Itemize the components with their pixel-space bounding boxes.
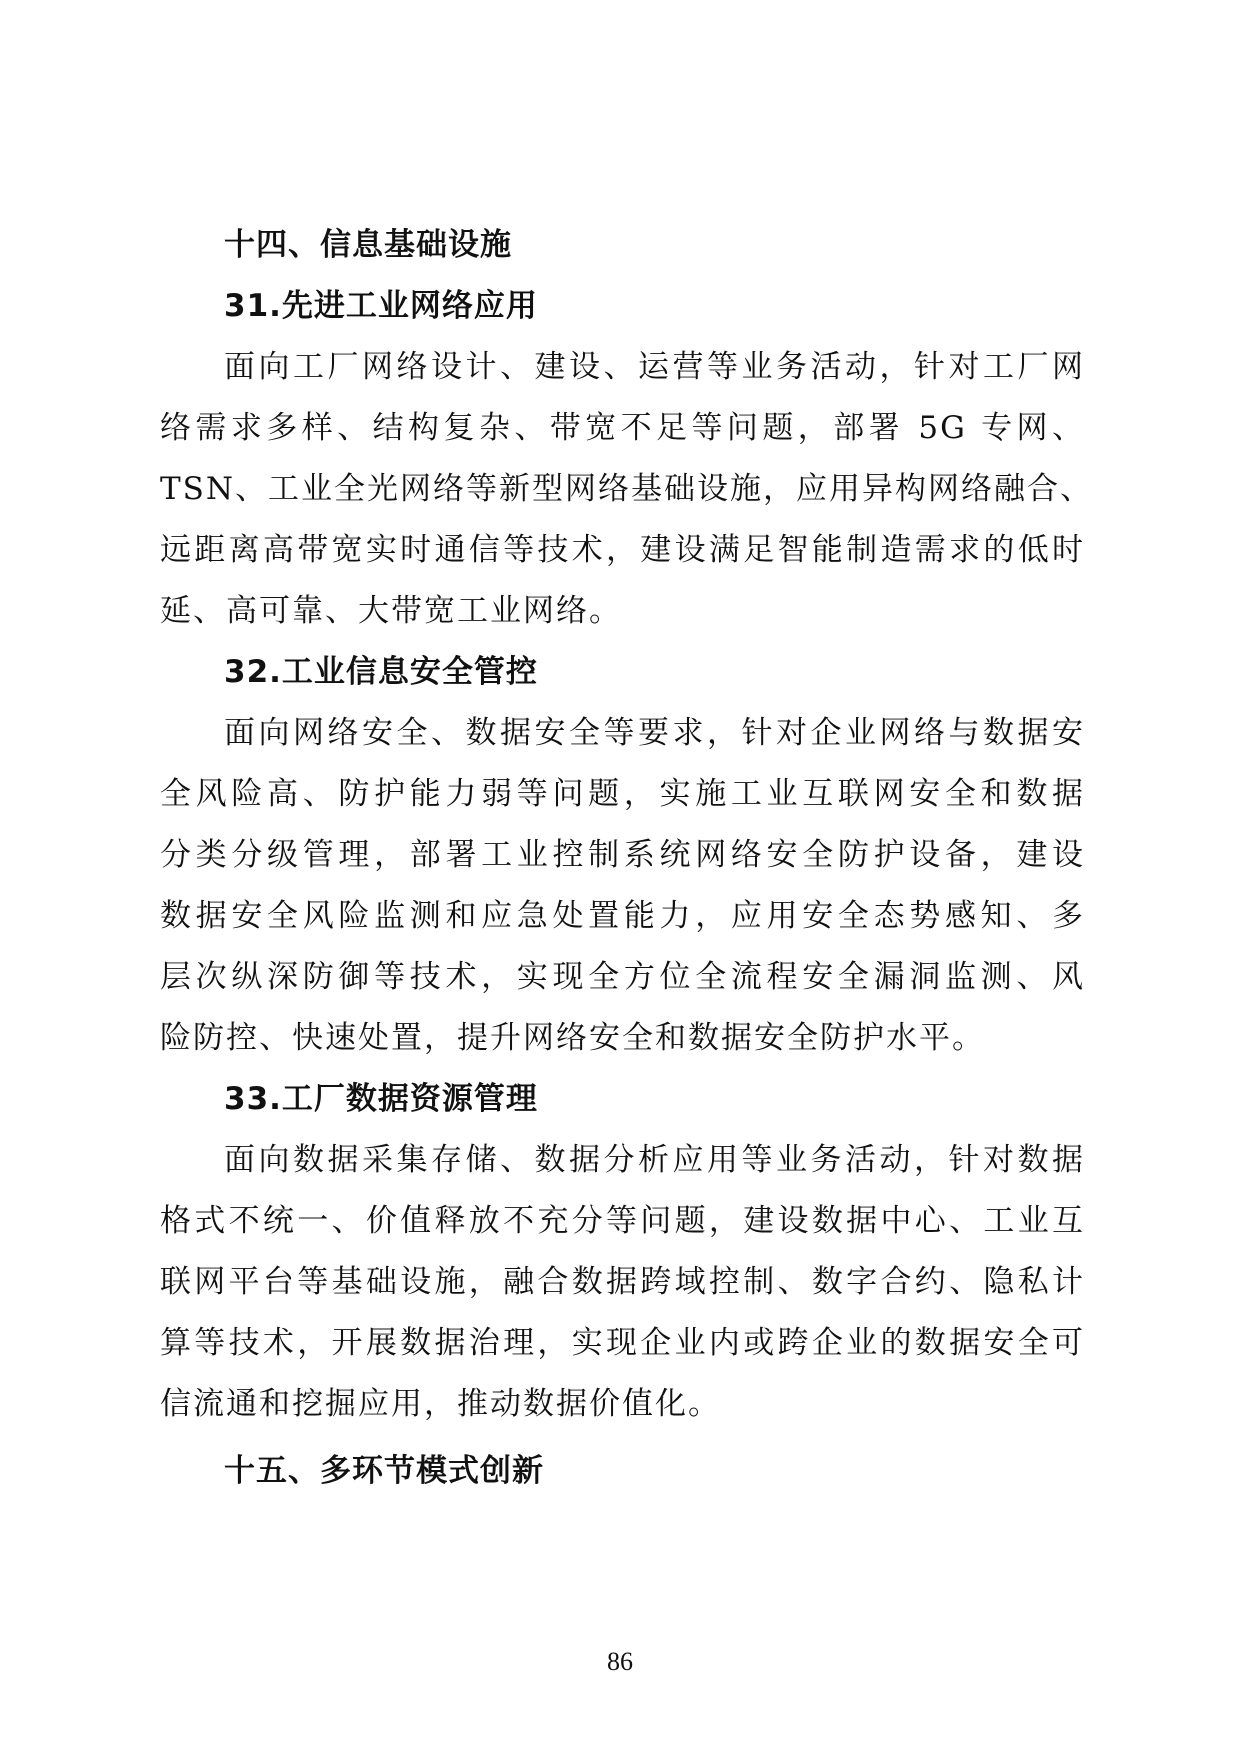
paragraph-line: 算等技术，开展数据治理，实现企业内或跨企业的数据安全可	[160, 1325, 1085, 1361]
document-page	[160, 215, 1094, 1502]
page-number: 86	[607, 1647, 633, 1676]
paragraph-32	[160, 703, 1085, 1069]
paragraph-line: 面向数据采集存储、数据分析应用等业务活动，针对数据	[224, 1142, 1085, 1178]
paragraph-line: 险防控、快速处置，提升网络安全和数据安全防护水平。	[160, 1020, 985, 1056]
paragraph-line: TSN、工业全光网络等新型网络基础设施，应用异构网络融合、	[160, 471, 1094, 507]
subsection-heading-33: 33.工厂数据资源管理	[224, 1081, 538, 1117]
paragraph-line: 络需求多样、结构复杂、带宽不足等问题，部署 5G 专网、	[160, 410, 1085, 446]
paragraph-line: 面向工厂网络设计、建设、运营等业务活动，针对工厂网	[224, 349, 1085, 385]
section-heading-14: 十四、信息基础设施	[224, 227, 512, 263]
paragraph-31	[160, 337, 1094, 642]
section-heading-15: 十五、多环节模式创新	[224, 1453, 544, 1489]
subsection-heading-32: 32.工业信息安全管控	[224, 654, 538, 690]
paragraph-line: 面向网络安全、数据安全等要求，针对企业网络与数据安	[224, 715, 1085, 751]
paragraph-line: 格式不统一、价值释放不充分等问题，建设数据中心、工业互	[160, 1203, 1085, 1239]
paragraph-33	[160, 1130, 1085, 1435]
paragraph-line: 层次纵深防御等技术，实现全方位全流程安全漏洞监测、风	[160, 959, 1085, 995]
paragraph-line: 远距离高带宽实时通信等技术，建设满足智能制造需求的低时	[160, 532, 1085, 568]
paragraph-line: 信流通和挖掘应用，推动数据价值化。	[160, 1386, 721, 1422]
paragraph-line: 联网平台等基础设施，融合数据跨域控制、数字合约、隐私计	[160, 1264, 1085, 1300]
subsection-heading-31: 31.先进工业网络应用	[224, 288, 538, 324]
paragraph-line: 数据安全风险监测和应急处置能力，应用安全态势感知、多	[160, 898, 1085, 934]
paragraph-line: 延、高可靠、大带宽工业网络。	[160, 593, 622, 629]
paragraph-line: 全风险高、防护能力弱等问题，实施工业互联网安全和数据	[160, 776, 1085, 812]
paragraph-line: 分类分级管理，部署工业控制系统网络安全防护设备，建设	[160, 837, 1085, 873]
